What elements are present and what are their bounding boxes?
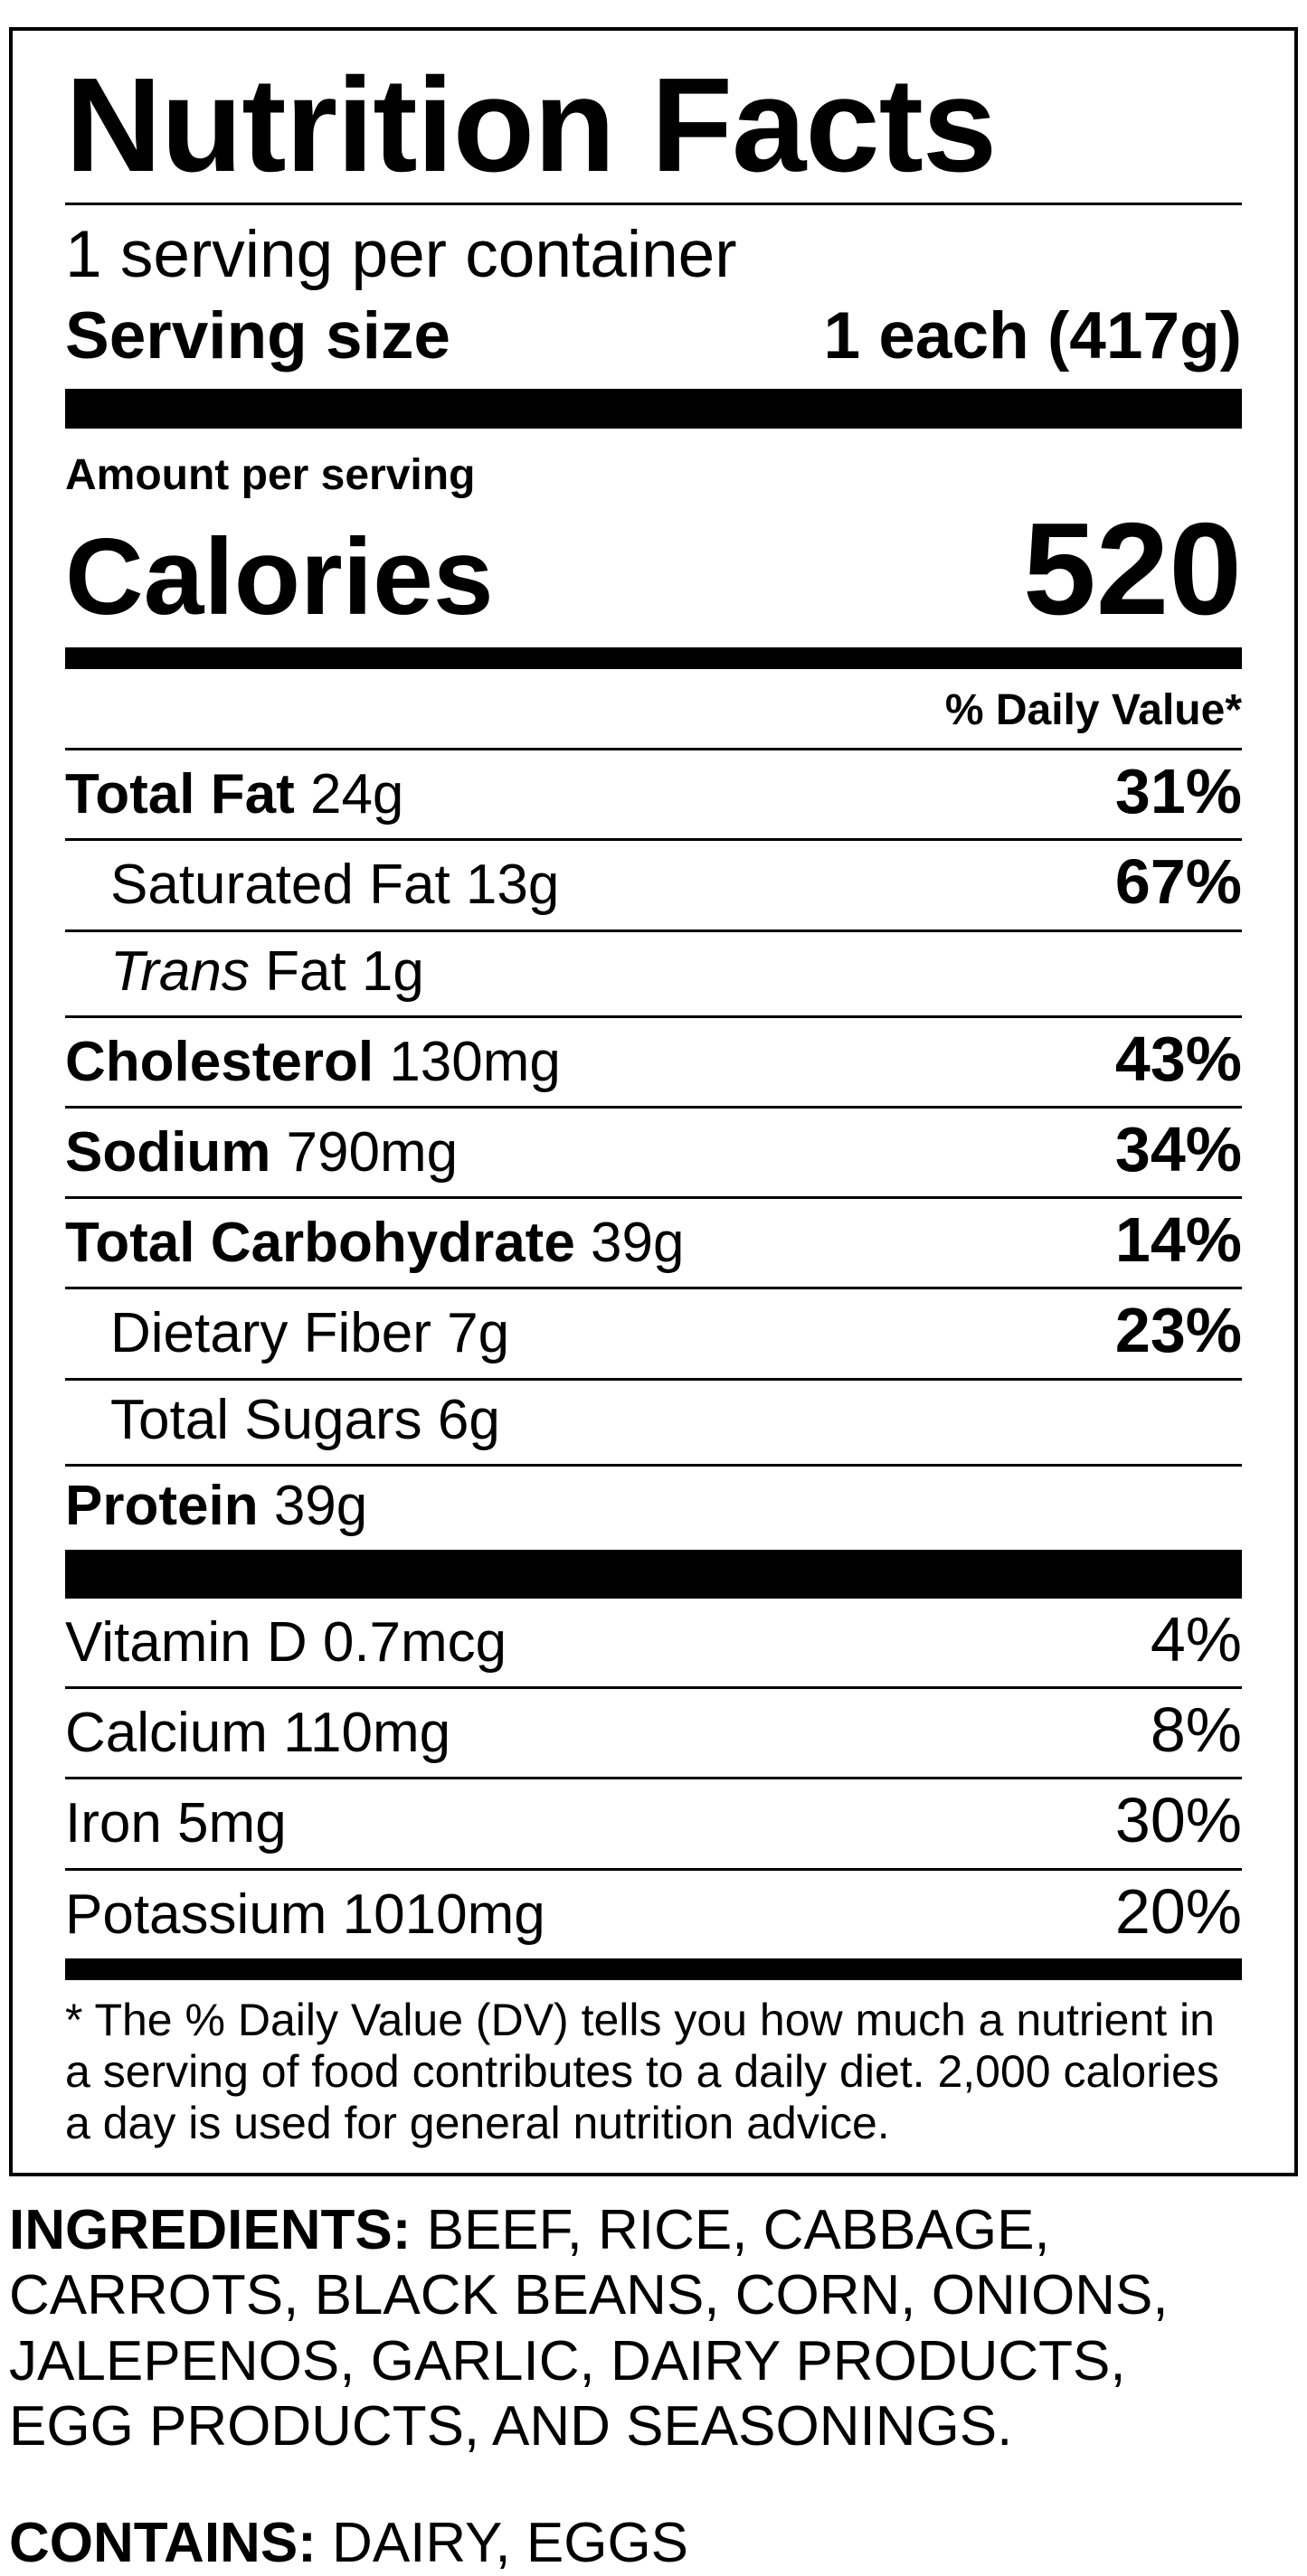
- daily-value-header: % Daily Value*: [944, 686, 1242, 735]
- nutrient-amount: 39g: [574, 1212, 685, 1275]
- title-divider: [65, 203, 1242, 205]
- nutrient-row-cholesterol: [65, 1015, 1242, 1106]
- nutrient-name: [65, 1476, 367, 1537]
- nutrient-amount: 130mg: [374, 1030, 561, 1093]
- vitamin-name: Vitamin D 0.7mcg: [65, 1610, 507, 1674]
- nutrient-name: [110, 1390, 500, 1451]
- nutrient-dv: 43%: [1114, 1023, 1242, 1094]
- nutrient-row-total-sugars: [65, 1378, 1242, 1464]
- nutrient-name: [65, 1213, 684, 1274]
- nutrient-name-italic: Trans: [110, 939, 250, 1003]
- ingredients-line: [9, 2198, 1298, 2264]
- servings-per-container: 1 serving per container: [65, 217, 737, 291]
- daily-value-footnote: [65, 1995, 1242, 2155]
- nutrient-name-bold: Cholesterol: [65, 1030, 374, 1093]
- nutrient-row-total-fat: [65, 750, 1242, 838]
- ingredients-statement: [9, 2198, 1298, 2460]
- footnote-line: a day is used for general nutrition advice.: [65, 2097, 890, 2148]
- calories-value: 520: [1023, 495, 1242, 643]
- serving-size-value: 1 each (417g): [823, 299, 1242, 373]
- contains-statement: [9, 2511, 1298, 2576]
- nutrient-amount: Dietary Fiber 7g: [110, 1302, 510, 1365]
- amount-per-serving-label: Amount per serving: [65, 451, 476, 500]
- footnote-line: a serving of food contributes to a daily diet. 2,000 calories: [65, 2045, 1219, 2097]
- nutrient-name: [110, 854, 559, 916]
- vitamin-row-iron: [65, 1777, 1242, 1867]
- thick-separator-bar: [65, 389, 1242, 429]
- vitamin-rows: [65, 1599, 1242, 1958]
- ingredients-line: CARROTS, BLACK BEANS, CORN, ONIONS,: [9, 2264, 1169, 2327]
- panel-title: Nutrition Facts: [65, 51, 997, 200]
- ingredients-text: BEEF, RICE, CABBAGE,: [411, 2198, 1050, 2261]
- nutrient-dv: 67%: [1114, 846, 1242, 918]
- vitamin-row-potassium: [65, 1868, 1242, 1958]
- nutrient-name: [110, 941, 424, 1003]
- nutrient-amount: Total Sugars 6g: [110, 1388, 500, 1451]
- contains-text: DAIRY, EGGS: [316, 2511, 689, 2574]
- nutrient-name: [65, 1122, 458, 1184]
- nutrient-amount: Saturated Fat 13g: [110, 854, 560, 917]
- vitamin-dv: 30%: [1114, 1785, 1242, 1856]
- medium-separator-bar: [65, 647, 1242, 669]
- nutrient-row-protein: [65, 1464, 1242, 1550]
- ingredients-line: JALEPENOS, GARLIC, DAIRY PRODUCTS,: [9, 2329, 1126, 2392]
- nutrient-name-bold: Sodium: [65, 1121, 271, 1184]
- nutrient-name: [65, 1032, 561, 1093]
- nutrient-row-dietary-fiber: [65, 1287, 1242, 1377]
- nutrient-rows: [65, 750, 1242, 1550]
- nutrient-dv: 34%: [1114, 1114, 1242, 1185]
- nutrient-dv: 31%: [1114, 756, 1242, 827]
- nutrient-row-saturated-fat: [65, 838, 1242, 929]
- calories-row: [65, 495, 1242, 643]
- nutrient-row-total-carbohydrate: [65, 1196, 1242, 1287]
- vitamin-dv: 4%: [1150, 1603, 1242, 1675]
- thick-separator-bar: [65, 1550, 1242, 1599]
- nutrient-amount: Fat 1g: [249, 939, 424, 1003]
- nutrient-dv: 23%: [1114, 1295, 1242, 1366]
- vitamin-row-calcium: [65, 1686, 1242, 1777]
- vitamin-dv: 20%: [1114, 1875, 1242, 1947]
- vitamin-row-vitamin-d: [65, 1599, 1242, 1686]
- serving-size-label: Serving size: [65, 299, 451, 373]
- nutrient-row-sodium: [65, 1106, 1242, 1196]
- nutrient-name-bold: Total Carbohydrate: [65, 1212, 575, 1275]
- nutrient-name-bold: Protein: [65, 1474, 259, 1537]
- nutrient-name-bold: Total Fat: [65, 763, 295, 826]
- vitamin-name: Potassium 1010mg: [65, 1882, 545, 1946]
- ingredients-label: INGREDIENTS:: [9, 2198, 412, 2261]
- nutrition-facts-panel: [9, 27, 1298, 2176]
- nutrient-row-trans-fat: [65, 929, 1242, 1015]
- contains-label: CONTAINS:: [9, 2511, 317, 2574]
- serving-size-row: [65, 296, 1242, 376]
- vitamin-dv: 8%: [1150, 1694, 1242, 1766]
- footnote-separator-bar: [65, 1958, 1242, 1980]
- nutrient-name: [110, 1303, 509, 1364]
- vitamin-name: Calcium 110mg: [65, 1702, 451, 1765]
- ingredients-line: EGG PRODUCTS, AND SEASONINGS.: [9, 2395, 1013, 2458]
- nutrient-dv: 14%: [1114, 1204, 1242, 1276]
- nutrient-amount: 39g: [258, 1474, 368, 1537]
- calories-label: Calories: [65, 516, 494, 638]
- nutrient-amount: 790mg: [270, 1121, 459, 1184]
- nutrient-name: [65, 764, 403, 826]
- footnote-line: * The % Daily Value (DV) tells you how much a nutrient in: [65, 1994, 1215, 2045]
- nutrient-amount: 24g: [294, 763, 404, 826]
- vitamin-name: Iron 5mg: [65, 1792, 287, 1855]
- nutrition-label-sheet: [0, 27, 1307, 2576]
